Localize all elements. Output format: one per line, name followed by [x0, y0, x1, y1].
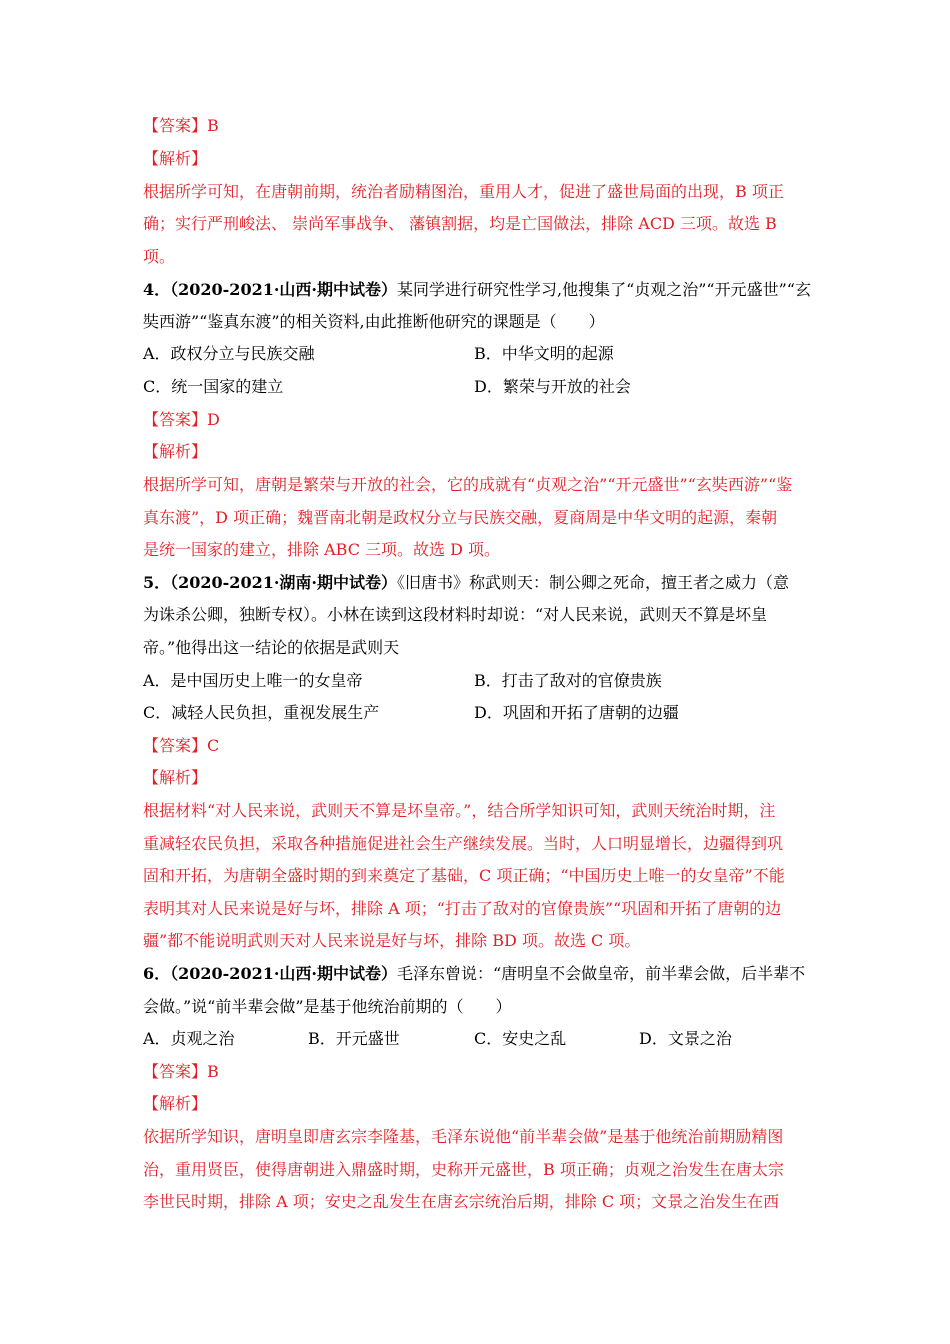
answer-line: 【答案】B — [143, 1062, 219, 1081]
question-text: 毛泽东曾说：“唐明皇不会做皇帝，前半辈会做，后半辈不 — [396, 964, 806, 983]
analysis-label: 【解析】 — [143, 149, 208, 168]
answer-line: 【答案】D — [143, 410, 220, 429]
analysis-text: 是统一国家的建立，排除 ABC 三项。故选 D 项。 — [143, 540, 501, 559]
analysis-text: 治，重用贤臣，使得唐朝进入鼎盛时期，史称开元盛世，B 项正确；贞观之治发生在唐太宗 — [143, 1160, 784, 1179]
question-text: 某同学进行研究性学习,他搜集了“贞观之治”“开元盛世”“玄 — [396, 280, 811, 299]
question-number-source: 4．（2020-2021·山西·期中试卷） — [143, 280, 397, 299]
question-text: 《旧唐书》称武则天：制公卿之死命，擅王者之威力（意 — [396, 573, 789, 592]
question-stem: 奘西游”“鉴真东渡”的相关资料,由此推断他研究的课题是（ ） — [143, 312, 605, 331]
analysis-label: 【解析】 — [143, 1094, 208, 1113]
option-a: A．政权分立与民族交融 — [143, 344, 315, 363]
analysis-text: 项。 — [143, 247, 176, 266]
analysis-text: 固和开拓，为唐朝全盛时期的到来奠定了基础，C 项正确；“中国历史上唯一的女皇帝”不能 — [143, 866, 785, 885]
question-stem — [143, 964, 807, 984]
question-stem: 帝。”他得出这一结论的依据是武则天 — [143, 638, 400, 657]
analysis-text: 表明其对人民来说是好与坏，排除 A 项；“打击了敌对的官僚贵族”“巩固和开拓了唐朝的边 — [143, 899, 782, 918]
analysis-text: 真东渡”，D 项正确；魏晋南北朝是政权分立与民族交融，夏商周是中华文明的起源，秦朝 — [143, 508, 778, 527]
analysis-text: 李世民时期，排除 A 项；安史之乱发生在唐玄宗统治后期，排除 C 项；文景之治发生在西 — [143, 1192, 780, 1211]
analysis-text: 确；实行严刑峻法、 崇尚军事战争、 藩镇割据，均是亡国做法，排除 ACD 三项。故选 B — [143, 214, 777, 233]
analysis-text: 根据所学可知，在唐朝前期，统治者励精图治，重用人才，促进了盛世局面的出现，B 项正 — [143, 182, 784, 201]
question-stem — [143, 573, 807, 593]
analysis-text: 依据所学知识，唐明皇即唐玄宗李隆基，毛泽东说他“前半辈会做”是基于他统治前期励精图 — [143, 1127, 784, 1146]
option-d: D．文景之治 — [639, 1029, 732, 1048]
question-stem: 会做。”说“前半辈会做”是基于他统治前期的（ ） — [143, 997, 512, 1016]
question-number-source: 5．（2020-2021·湖南·期中试卷） — [143, 573, 397, 592]
option-b: B．打击了敌对的官僚贵族 — [474, 671, 662, 690]
question-stem — [143, 280, 811, 300]
question-stem: 为诛杀公卿，独断专权）。小林在读到这段材料时却说：“对人民来说，武则天不算是坏皇 — [143, 605, 768, 624]
option-c: C．安史之乱 — [474, 1029, 567, 1048]
option-b: B．开元盛世 — [308, 1029, 400, 1048]
analysis-text: 重减轻农民负担，采取各种措施促进社会生产继续发展。当时，人口明显增长，边疆得到巩 — [143, 834, 784, 853]
analysis-text: 根据材料“对人民来说，武则天不算是坏皇帝。”，结合所学知识可知，武则天统治时期，注 — [143, 801, 776, 820]
analysis-text: 根据所学可知，唐朝是繁荣与开放的社会，它的成就有“贞观之治”“开元盛世”“玄奘西游”“鉴 — [143, 475, 793, 494]
analysis-text: 疆”都不能说明武则天对人民来说是好与坏，排除 BD 项。故选 C 项。 — [143, 931, 641, 950]
option-d: D．繁荣与开放的社会 — [474, 377, 631, 396]
option-a: A．是中国历史上唯一的女皇帝 — [143, 671, 363, 690]
option-a: A．贞观之治 — [143, 1029, 235, 1048]
answer-line: 【答案】C — [143, 736, 220, 755]
option-c: C．统一国家的建立 — [143, 377, 284, 396]
option-d: D．巩固和开拓了唐朝的边疆 — [474, 703, 679, 722]
analysis-label: 【解析】 — [143, 442, 208, 461]
option-b: B．中华文明的起源 — [474, 344, 614, 363]
option-c: C．减轻人民负担，重视发展生产 — [143, 703, 380, 722]
question-number-source: 6．（2020-2021·山西·期中试卷） — [143, 964, 397, 983]
answer-line: 【答案】B — [143, 116, 219, 135]
analysis-label: 【解析】 — [143, 768, 208, 787]
